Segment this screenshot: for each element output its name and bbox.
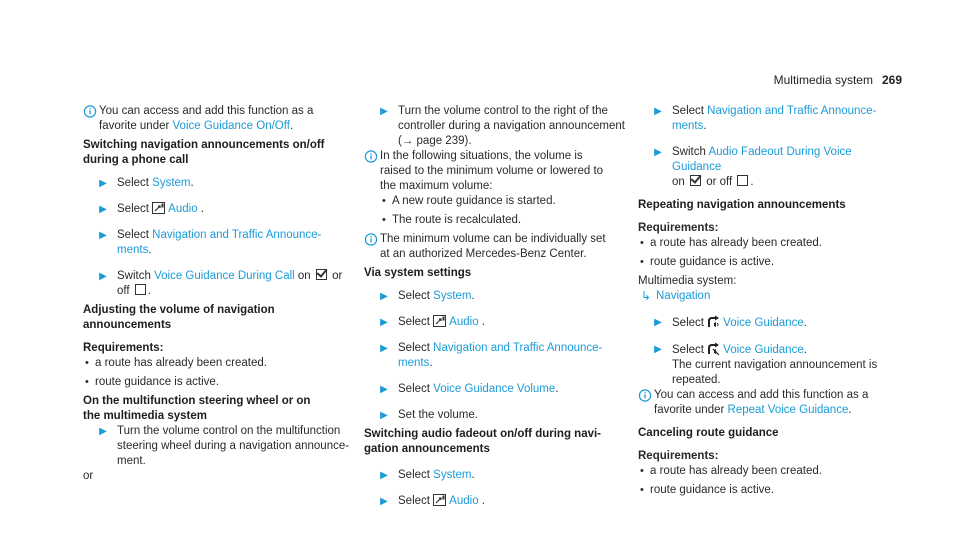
menu-navigation[interactable]: Navigation	[656, 290, 711, 302]
checkbox-off-icon	[737, 175, 748, 186]
step-select-voice-guidance: ▶ Select Voice Guidance.	[638, 315, 902, 331]
info-icon	[364, 149, 378, 164]
menu-path-label: Multimedia system:	[638, 275, 737, 287]
step-select-audio: ▶ Select Audio .	[83, 202, 355, 217]
menu-system[interactable]: System	[433, 290, 472, 302]
step-arrow-icon: ▶	[380, 317, 388, 328]
menu-audio[interactable]: Audio	[449, 316, 479, 328]
requirements-label: Requirements:	[83, 342, 164, 354]
audio-icon	[433, 494, 446, 506]
step-arrow-icon: ▶	[380, 106, 388, 117]
step-select-system: ▶ Select System.	[364, 468, 626, 483]
menu-path	[638, 289, 902, 304]
favorite-link[interactable]: Repeat Voice Guidance	[727, 404, 849, 416]
menu-nav-traffic-announcements[interactable]: Navigation and Traffic Announce-	[707, 105, 877, 117]
step-switch-audio-fadeout: ▶ Switch Audio Fadeout During Voice Guidance on or off .	[638, 145, 902, 190]
step-switch-voice-guidance-call: ▶ Switch Voice Guidance During Call on or off .	[83, 269, 355, 299]
list-item: • a route has already been created.	[640, 237, 822, 249]
step-select-voice-guidance-repeat: ▶ Select Voice Guidance. The current navigation announcement is repeated.	[638, 342, 902, 388]
step-arrow-icon: ▶	[99, 271, 107, 282]
info-icon	[364, 232, 378, 247]
list-item: • route guidance is active.	[85, 376, 220, 388]
list-item: • a route has already been created.	[640, 465, 822, 477]
step-select-audio: ▶ Select Audio .	[364, 315, 626, 330]
or-text: or	[83, 470, 94, 482]
menu-audio[interactable]: Audio	[168, 203, 198, 215]
step-arrow-icon: ▶	[99, 178, 107, 189]
step-arrow-icon: ▶	[380, 343, 388, 354]
step-arrow-icon: ▶	[654, 106, 662, 117]
step-arrow-icon: ▶	[380, 384, 388, 395]
section-heading: Via system settings	[364, 267, 472, 279]
step-set-volume: ▶ Set the volume.	[364, 408, 626, 423]
list-item: • The route is recalculated.	[382, 214, 522, 226]
menu-nav-traffic-announcements[interactable]: Navigation and Traffic Announce-	[433, 342, 603, 354]
menu-nav-traffic-announcements-cont[interactable]: ments	[398, 357, 430, 369]
step-arrow-icon: ▶	[380, 410, 388, 421]
menu-nav-traffic-announcements-cont[interactable]: ments	[672, 120, 704, 132]
step-turn-volume-wheel: ▶ Turn the volume control on the multifunction steering wheel during a navigation announce- ment.	[83, 424, 355, 469]
step-arrow-icon: ▶	[99, 230, 107, 241]
step-arrow-icon: ▶	[654, 147, 662, 158]
column-2	[364, 104, 626, 509]
step-select-nav-announcements: ▶ Select Navigation and Traffic Announce- ments.	[638, 104, 902, 134]
audio-icon	[152, 202, 165, 214]
menu-system[interactable]: System	[152, 177, 191, 189]
list-item: • a route has already been created.	[85, 357, 267, 369]
step-select-system: ▶ Select System.	[83, 176, 355, 191]
step-select-voice-volume: ▶ Select Voice Guidance Volume.	[364, 382, 626, 397]
voice-guidance-volume-setting[interactable]: Voice Guidance Volume	[433, 383, 556, 395]
step-select-system: ▶ Select System.	[364, 289, 626, 304]
path-arrow-icon: ↳	[641, 289, 652, 303]
info-icon	[83, 104, 97, 119]
step-arrow-icon: ▶	[380, 291, 388, 302]
checkbox-off-icon	[135, 284, 146, 295]
running-header	[774, 73, 902, 88]
menu-audio[interactable]: Audio	[449, 495, 479, 507]
requirements-label: Requirements:	[638, 222, 719, 234]
step-select-audio: ▶ Select Audio .	[364, 494, 626, 509]
menu-voice-guidance[interactable]: Voice Guidance	[723, 317, 804, 329]
note-line: favorite under Voice Guidance On/Off.	[99, 120, 294, 132]
info-note: In the following situations, the volume is raised to the minimum volume or lowered to the maximum volume:	[364, 149, 626, 194]
section-heading: Switching navigation announcements on/off during a phone call	[83, 139, 325, 166]
list-item: • A new route guidance is started.	[382, 195, 556, 207]
step-arrow-icon: ▶	[380, 470, 388, 481]
list-item: • route guidance is active.	[640, 484, 775, 496]
step-arrow-icon: ▶	[99, 204, 107, 215]
voice-guidance-off-icon	[707, 342, 720, 355]
column-3	[638, 104, 902, 498]
step-arrow-icon: ▶	[380, 496, 388, 507]
checkbox-on-icon	[690, 175, 701, 186]
voice-guidance-during-call-setting[interactable]: Voice Guidance During Call	[154, 270, 295, 282]
favorite-link[interactable]: Voice Guidance On/Off	[172, 120, 290, 132]
section-heading: On the multifunction steering wheel or on the multimedia system	[83, 395, 311, 422]
step-arrow-icon: ▶	[99, 426, 107, 437]
section-heading: Adjusting the volume of navigation announcements	[83, 304, 275, 331]
info-note: You can access and add this function as a favorite under Repeat Voice Guidance.	[638, 388, 902, 418]
list-item: • route guidance is active.	[640, 256, 775, 268]
step-arrow-icon: ▶	[654, 344, 662, 355]
info-note: The minimum volume can be individually set at an authorized Mercedes-Benz Center.	[364, 232, 626, 262]
step-arrow-icon: ▶	[654, 317, 662, 328]
menu-system[interactable]: System	[433, 469, 472, 481]
menu-voice-guidance[interactable]: Voice Guidance	[723, 344, 804, 356]
checkbox-on-icon	[316, 269, 327, 280]
step-select-nav-announcements: ▶ Select Navigation and Traffic Announce- ments.	[83, 228, 355, 258]
menu-nav-traffic-announcements[interactable]: Navigation and Traffic Announce-	[152, 229, 322, 241]
page-number: 269	[881, 73, 902, 87]
requirements-label: Requirements:	[638, 450, 719, 462]
menu-nav-traffic-announcements-cont[interactable]: ments	[117, 244, 149, 256]
section-heading: Switching audio fadeout on/off during navi- gation announcements	[364, 428, 602, 455]
section-heading: Canceling route guidance	[638, 427, 779, 439]
audio-fadeout-setting[interactable]: Audio Fadeout During Voice Guidance	[672, 146, 852, 173]
section-title: Multimedia system	[773, 73, 873, 87]
section-heading: Repeating navigation announcements	[638, 199, 846, 211]
audio-icon	[433, 315, 446, 327]
note-line: You can access and add this function as a	[99, 105, 314, 117]
info-note	[83, 104, 355, 134]
column-1	[83, 104, 355, 484]
step-select-nav-announcements: ▶ Select Navigation and Traffic Announce- ments.	[364, 341, 626, 371]
step-turn-volume-controller: ▶ Turn the volume control to the right of the controller during a navigation announcement (→ page 239).	[364, 104, 626, 149]
voice-guidance-icon	[707, 315, 720, 328]
info-icon	[638, 388, 652, 403]
